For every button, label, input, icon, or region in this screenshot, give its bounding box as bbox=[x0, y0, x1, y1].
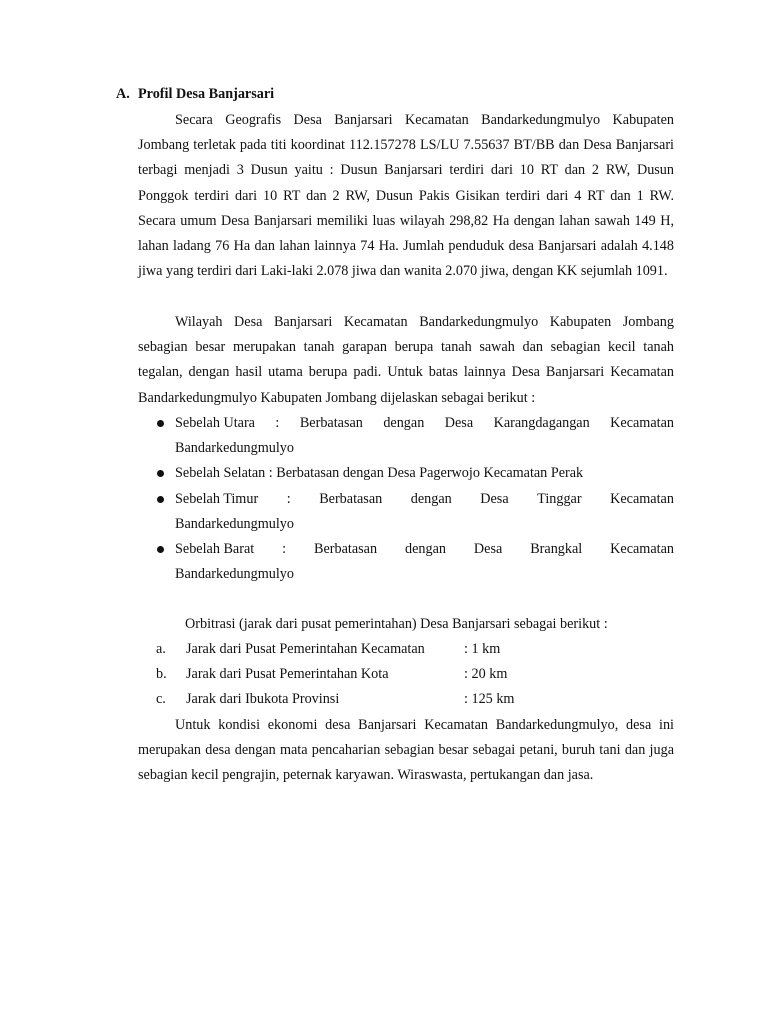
boundary-line bbox=[175, 487, 674, 512]
boundary-word: Berbatasan bbox=[299, 415, 363, 431]
section-title: Profil Desa Banjarsari bbox=[138, 86, 275, 102]
boundary-village: Karangdagangan bbox=[493, 415, 590, 431]
boundary-word: dengan bbox=[404, 541, 446, 558]
orbitrasi-marker: b. bbox=[156, 666, 167, 683]
boundary-direction: Sebelah Utara bbox=[175, 415, 255, 431]
boundary-word: dengan bbox=[383, 415, 425, 431]
boundary-word: Berbatasan bbox=[314, 541, 378, 558]
boundary-item-west bbox=[138, 537, 674, 587]
boundary-item-south bbox=[138, 461, 674, 486]
boundary-colon: : bbox=[286, 490, 291, 507]
boundary-colon: : bbox=[282, 541, 287, 558]
bullet-dot-icon bbox=[157, 420, 164, 427]
bullet-dot-icon bbox=[157, 470, 164, 477]
orbitrasi-label: Jarak dari Ibukota Provinsi bbox=[186, 691, 340, 708]
boundary-village: Tinggar bbox=[537, 490, 582, 507]
orbitrasi-marker: c. bbox=[156, 691, 166, 708]
section-marker: A. bbox=[116, 86, 130, 102]
boundary-word: Kecamatan bbox=[610, 541, 674, 558]
boundary-word: Kecamatan bbox=[610, 415, 674, 431]
orbitrasi-label: Jarak dari Pusat Pemerintahan Kota bbox=[186, 666, 389, 683]
boundary-word: Desa bbox=[473, 541, 503, 558]
boundary-item-east bbox=[138, 487, 674, 537]
bullet-dot-icon bbox=[157, 496, 164, 503]
boundary-item-north bbox=[138, 411, 674, 461]
bullet-dot-icon bbox=[157, 546, 164, 553]
paragraph-territory: Wilayah Desa Banjarsari Kecamatan Bandarkedungmulyo Kabupaten Jombang sebagian besar merupakan tanah garapan berupa tanah sawah dan sebagian kecil tanah tegalan, dengan hasil utama berupa padi. Untuk batas lainnya Desa Banjarsari Kecamatan Bandarkedungmulyo Kabupaten Jombang dijelaskan sebagai berikut : bbox=[138, 314, 674, 406]
boundary-word: Desa bbox=[444, 415, 474, 431]
boundary-district: Bandarkedungmulyo bbox=[175, 440, 294, 457]
boundary-word: Desa bbox=[480, 490, 509, 507]
boundary-direction: Sebelah Barat bbox=[175, 541, 255, 558]
paragraph-geography: Secara Geografis Desa Banjarsari Kecamatan Bandarkedungmulyo Kabupaten Jombang terletak pada titi koordinat 112.157278 LS/LU 7.55637 BT/BB dan Desa Banjarsari terbagi menjadi 3 Dusun yaitu : Dusun Banjarsari terdiri dari 10 RT dan 2 RW, Dusun Ponggok terdiri dari 10 RT dan 2 RW, Dusun Pakis Gisikan terdiri dari 4 RT dan 1 RW. Secara umum Desa Banjarsari memiliki luas wilayah 298,82 Ha dengan lahan sawah 149 H, lahan ladang 76 Ha dan lahan lainnya 74 Ha. Jumlah penduduk desa Banjarsari adalah 4.148 jiwa yang terdiri dari Laki-laki 2.078 jiwa dan wanita 2.070 jiwa, dengan KK sejumlah 1091. bbox=[138, 112, 674, 280]
paragraph-economy: Untuk kondisi ekonomi desa Banjarsari Kecamatan Bandarkedungmulyo, desa ini merupakan desa dengan mata pencaharian sebagian besar sebagai petani, buruh tani dan juga sebagian kecil pengrajin, peternak karyawan. Wiraswasta, pertukangan dan jasa. bbox=[138, 717, 674, 784]
orbitrasi-intro: Orbitrasi (jarak dari pusat pemerintahan) Desa Banjarsari sebagai berikut : bbox=[185, 616, 608, 632]
boundary-district: Bandarkedungmulyo bbox=[175, 515, 294, 532]
orbitrasi-value: : 125 km bbox=[464, 691, 515, 708]
orbitrasi-value: : 20 km bbox=[464, 666, 508, 683]
boundary-colon: : bbox=[275, 415, 280, 431]
boundary-word: dengan bbox=[410, 490, 452, 507]
boundary-word: Berbatasan bbox=[319, 490, 383, 507]
orbitrasi-value: : 1 km bbox=[464, 641, 501, 657]
boundary-district: Bandarkedungmulyo bbox=[175, 566, 294, 583]
boundary-list bbox=[138, 411, 674, 587]
boundary-line bbox=[175, 411, 674, 436]
boundary-village: Brangkal bbox=[530, 541, 583, 558]
boundary-word: Kecamatan bbox=[610, 490, 674, 507]
boundary-direction: Sebelah Timur bbox=[175, 490, 259, 507]
orbitrasi-label: Jarak dari Pusat Pemerintahan Kecamatan bbox=[186, 641, 425, 657]
boundary-line bbox=[175, 537, 674, 562]
orbitrasi-marker: a. bbox=[156, 641, 166, 657]
section-heading bbox=[116, 86, 274, 103]
boundary-line: Sebelah Selatan : Berbatasan dengan Desa Pagerwojo Kecamatan Perak bbox=[175, 465, 584, 482]
